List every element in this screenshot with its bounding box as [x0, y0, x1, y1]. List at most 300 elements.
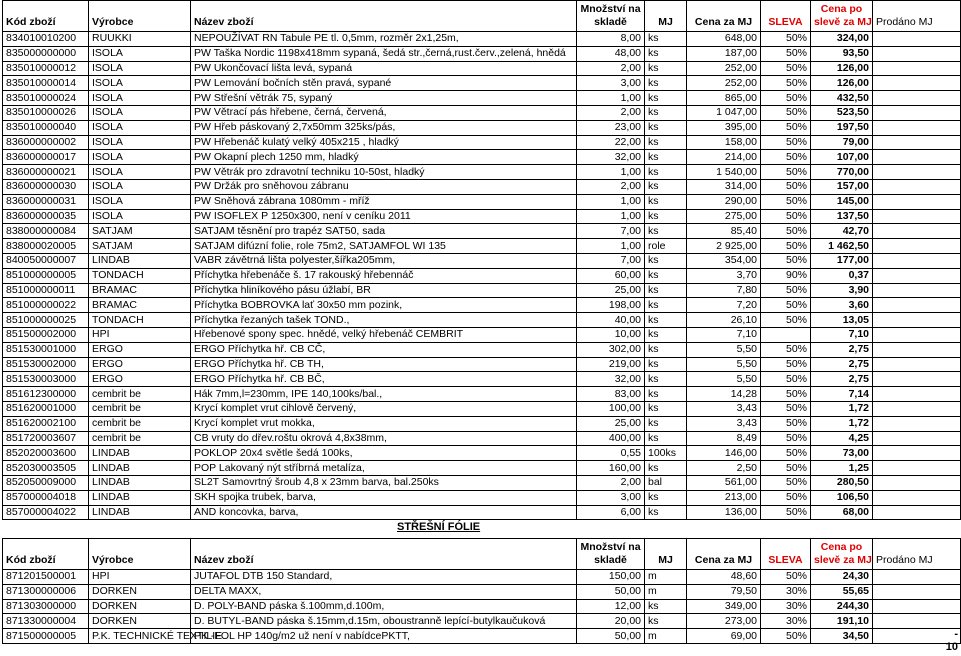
item-qty: 50,00 [577, 629, 645, 644]
item-qty: 100,00 [577, 401, 645, 416]
table-row [3, 431, 961, 446]
item-qty: 3,00 [577, 490, 645, 505]
item-maker: DORKEN [89, 614, 191, 629]
item-code: 851530003000 [3, 372, 89, 387]
item-unit: ks [645, 461, 687, 476]
item-code: 851612300000 [3, 387, 89, 402]
item-unit: ks [645, 416, 687, 431]
item-name: CB vruty do dřev.roštu okrová 4,8x38mm, [191, 431, 577, 446]
item-maker: ISOLA [89, 165, 191, 180]
item-price-after: 2,75 [811, 342, 873, 357]
item-maker: ISOLA [89, 91, 191, 106]
item-discount: 50% [761, 372, 811, 387]
item-maker: LINDAB [89, 475, 191, 490]
item-code: 835010000024 [3, 91, 89, 106]
item-qty: 40,00 [577, 313, 645, 328]
header-sold: Prodáno MJ [873, 539, 961, 570]
header-qty: Množství na skladě [577, 1, 645, 32]
item-maker: cembrit be [89, 401, 191, 416]
item-sold [873, 61, 961, 76]
item-name: Krycí komplet vrut mokka, [191, 416, 577, 431]
item-unit: ks [645, 431, 687, 446]
item-unit: ks [645, 76, 687, 91]
item-code: 835000000000 [3, 46, 89, 61]
item-sold [873, 401, 961, 416]
item-price: 3,70 [687, 268, 761, 283]
item-name: JUTAFOL DTB 150 Standard, [191, 570, 577, 585]
item-code: 871201500001 [3, 570, 89, 585]
item-price-after: 2,75 [811, 357, 873, 372]
item-code: 835010000026 [3, 105, 89, 120]
item-discount: 50% [761, 76, 811, 91]
table-row [3, 165, 961, 180]
item-maker: ISOLA [89, 179, 191, 194]
item-unit: ks [645, 490, 687, 505]
item-name: ERGO Příchytka hř. CB CČ, [191, 342, 577, 357]
item-price-after: 280,50 [811, 475, 873, 490]
item-discount: 50% [761, 357, 811, 372]
item-maker: ISOLA [89, 150, 191, 165]
item-discount: 50% [761, 342, 811, 357]
item-discount: 50% [761, 105, 811, 120]
item-unit: ks [645, 61, 687, 76]
item-qty: 160,00 [577, 461, 645, 476]
item-price-after: 157,00 [811, 179, 873, 194]
item-maker: RUUKKI [89, 32, 191, 47]
table-row [3, 283, 961, 298]
item-price: 26,10 [687, 313, 761, 328]
header-price: Cena za MJ [687, 539, 761, 570]
table-row [3, 32, 961, 47]
item-code: 836000000017 [3, 150, 89, 165]
item-price-after: 107,00 [811, 150, 873, 165]
item-discount: 50% [761, 46, 811, 61]
item-price: 354,00 [687, 253, 761, 268]
item-price-after: 3,90 [811, 283, 873, 298]
item-unit: ks [645, 135, 687, 150]
item-qty: 48,00 [577, 46, 645, 61]
item-maker: cembrit be [89, 431, 191, 446]
item-code: 851000000022 [3, 298, 89, 313]
item-price: 79,50 [687, 584, 761, 599]
item-unit: 100ks [645, 446, 687, 461]
item-sold [873, 475, 961, 490]
item-sold [873, 150, 961, 165]
table-row [3, 629, 961, 644]
item-discount: 50% [761, 401, 811, 416]
item-qty: 25,00 [577, 283, 645, 298]
item-qty: 2,00 [577, 105, 645, 120]
item-price: 648,00 [687, 32, 761, 47]
item-discount: 50% [761, 431, 811, 446]
item-price: 252,00 [687, 61, 761, 76]
item-code: 851000000005 [3, 268, 89, 283]
item-name: PW ISOFLEX P 1250x300, není v ceníku 2011 [191, 209, 577, 224]
table-row [3, 387, 961, 402]
item-name: PW Držák pro sněhovou zábranu [191, 179, 577, 194]
item-unit: ks [645, 194, 687, 209]
item-price: 7,80 [687, 283, 761, 298]
item-sold [873, 76, 961, 91]
item-discount: 50% [761, 313, 811, 328]
table-row [3, 298, 961, 313]
item-price-after: 770,00 [811, 165, 873, 180]
table-row [3, 614, 961, 629]
item-sold [873, 490, 961, 505]
item-name: PW Střešní větrák 75, sypaný [191, 91, 577, 106]
item-unit: ks [645, 313, 687, 328]
item-name: PW Hřebenáč kulatý velký 405x215 , hladký [191, 135, 577, 150]
item-price-after: 197,50 [811, 120, 873, 135]
item-name: D. POLY-BAND páska š.100mm,d.100m, [191, 599, 577, 614]
item-price: 252,00 [687, 76, 761, 91]
item-sold [873, 505, 961, 520]
item-name: NEPOUŽÍVAT RN Tabule PE tl. 0,5mm, rozměr 2x1,25m, [191, 32, 577, 47]
foil-table [2, 538, 961, 644]
item-unit: ks [645, 298, 687, 313]
item-name: PW Větrací pás hřebene, černá, červená, [191, 105, 577, 120]
item-unit: ks [645, 209, 687, 224]
table-row [3, 253, 961, 268]
item-qty: 83,00 [577, 387, 645, 402]
item-price: 48,60 [687, 570, 761, 585]
item-sold [873, 268, 961, 283]
item-discount: 50% [761, 179, 811, 194]
item-price-after: 4,25 [811, 431, 873, 446]
item-sold [873, 91, 961, 106]
item-price: 214,00 [687, 150, 761, 165]
item-maker: BRAMAC [89, 283, 191, 298]
item-name: Příchytka řezaných tašek TOND., [191, 313, 577, 328]
item-name: PW Taška Nordic 1198x418mm sypaná, šedá str.,černá,rust.červ.,zelená, hnědá [191, 46, 577, 61]
item-sold [873, 372, 961, 387]
item-name: SKH spojka trubek, barva, [191, 490, 577, 505]
item-maker: ISOLA [89, 209, 191, 224]
item-qty: 219,00 [577, 357, 645, 372]
item-price: 1 540,00 [687, 165, 761, 180]
item-discount: 50% [761, 120, 811, 135]
table-row [3, 357, 961, 372]
item-unit: ks [645, 357, 687, 372]
item-price-after: 432,50 [811, 91, 873, 106]
item-sold [873, 283, 961, 298]
table-row [3, 584, 961, 599]
item-price: 7,10 [687, 327, 761, 342]
item-maker: ISOLA [89, 76, 191, 91]
item-price-after: 126,00 [811, 76, 873, 91]
item-name: Krycí komplet vrut cihlově červený, [191, 401, 577, 416]
item-discount: 50% [761, 461, 811, 476]
table-row [3, 179, 961, 194]
item-qty: 7,00 [577, 253, 645, 268]
item-name: PW Okapní plech 1250 mm, hladký [191, 150, 577, 165]
item-price: 5,50 [687, 342, 761, 357]
item-discount: 50% [761, 629, 811, 644]
header-discount: SLEVA [761, 539, 811, 570]
item-maker: BRAMAC [89, 298, 191, 313]
item-maker: HPI [89, 327, 191, 342]
item-maker: DORKEN [89, 584, 191, 599]
item-price: 69,00 [687, 629, 761, 644]
item-discount: 90% [761, 268, 811, 283]
item-maker: ISOLA [89, 135, 191, 150]
stock-table [2, 0, 961, 520]
table-row [3, 401, 961, 416]
item-price: 136,00 [687, 505, 761, 520]
item-discount: 50% [761, 32, 811, 47]
header-qty: Množství na skladě [577, 539, 645, 570]
item-code: 840050000007 [3, 253, 89, 268]
header-maker: Výrobce [89, 539, 191, 570]
item-discount: 50% [761, 283, 811, 298]
item-discount [761, 327, 811, 342]
item-price: 187,00 [687, 46, 761, 61]
item-discount: 50% [761, 239, 811, 254]
item-code: 836000000035 [3, 209, 89, 224]
item-name: ERGO Příchytka hř. CB TH, [191, 357, 577, 372]
item-code: 851530002000 [3, 357, 89, 372]
header-after: Cena po slevě za MJ [811, 539, 873, 570]
item-sold [873, 253, 961, 268]
item-price: 7,20 [687, 298, 761, 313]
item-maker: TONDACH [89, 268, 191, 283]
item-price: 5,50 [687, 357, 761, 372]
item-price: 146,00 [687, 446, 761, 461]
item-price-after: 145,00 [811, 194, 873, 209]
item-qty: 1,00 [577, 194, 645, 209]
item-price: 273,00 [687, 614, 761, 629]
item-price-after: 523,50 [811, 105, 873, 120]
item-price-after: 13,05 [811, 313, 873, 328]
item-qty: 0,55 [577, 446, 645, 461]
item-qty: 7,00 [577, 224, 645, 239]
table-row [3, 327, 961, 342]
table-row [3, 268, 961, 283]
item-price: 8,49 [687, 431, 761, 446]
item-qty: 20,00 [577, 614, 645, 629]
item-maker: ERGO [89, 357, 191, 372]
item-code: 835010000040 [3, 120, 89, 135]
item-qty: 198,00 [577, 298, 645, 313]
item-price: 865,00 [687, 91, 761, 106]
item-sold [873, 32, 961, 47]
item-sold [873, 179, 961, 194]
item-price: 2 925,00 [687, 239, 761, 254]
item-maker: ISOLA [89, 120, 191, 135]
table-header [3, 539, 961, 570]
table-row [3, 372, 961, 387]
item-price: 14,28 [687, 387, 761, 402]
table-row [3, 490, 961, 505]
item-sold [873, 165, 961, 180]
item-unit: m [645, 570, 687, 585]
item-name: POKLOP 20x4 světle šedá 100ks, [191, 446, 577, 461]
item-unit: ks [645, 614, 687, 629]
item-price-after: 1,72 [811, 401, 873, 416]
item-sold [873, 105, 961, 120]
item-code: 852020003600 [3, 446, 89, 461]
item-name: Hřebenové spony spec. hnědé, velký hřebenáč CEMBRIT [191, 327, 577, 342]
item-price-after: 244,30 [811, 599, 873, 614]
item-code: 871330000004 [3, 614, 89, 629]
item-price-after: 177,00 [811, 253, 873, 268]
item-name: ERGO Příchytka hř. CB BČ, [191, 372, 577, 387]
table-row [3, 61, 961, 76]
item-sold [873, 224, 961, 239]
item-qty: 32,00 [577, 150, 645, 165]
item-code: 871300000006 [3, 584, 89, 599]
item-maker: LINDAB [89, 253, 191, 268]
item-unit: role [645, 239, 687, 254]
item-price-after: 79,00 [811, 135, 873, 150]
item-code: 851000000025 [3, 313, 89, 328]
item-maker: LINDAB [89, 505, 191, 520]
item-maker: SATJAM [89, 239, 191, 254]
item-sold [873, 120, 961, 135]
item-price-after: 73,00 [811, 446, 873, 461]
item-price: 314,00 [687, 179, 761, 194]
item-maker: ERGO [89, 342, 191, 357]
item-qty: 400,00 [577, 431, 645, 446]
item-qty: 32,00 [577, 372, 645, 387]
item-maker: SATJAM [89, 224, 191, 239]
item-sold [873, 431, 961, 446]
item-name: PK -FOL HP 140g/m2 už není v nabídcePKTT, [191, 629, 577, 644]
table-row [3, 194, 961, 209]
table-row [3, 120, 961, 135]
item-price-after: 324,00 [811, 32, 873, 47]
item-code: 857000004022 [3, 505, 89, 520]
item-code: 836000000021 [3, 165, 89, 180]
item-sold [873, 327, 961, 342]
item-discount: 50% [761, 446, 811, 461]
item-name: PW Lemování bočních stěn pravá, sypané [191, 76, 577, 91]
item-price: 349,00 [687, 599, 761, 614]
table-row [3, 105, 961, 120]
item-sold [873, 209, 961, 224]
item-discount: 30% [761, 584, 811, 599]
item-maker: LINDAB [89, 490, 191, 505]
header-mj: MJ [645, 1, 687, 32]
item-price: 158,00 [687, 135, 761, 150]
item-unit: ks [645, 283, 687, 298]
item-name: PW Ukončovací lišta levá, sypaná [191, 61, 577, 76]
item-maker: TONDACH [89, 313, 191, 328]
item-price-after: 1,72 [811, 416, 873, 431]
table-row [3, 461, 961, 476]
item-price-after: 24,30 [811, 570, 873, 585]
item-qty: 1,00 [577, 91, 645, 106]
item-price-after: 7,14 [811, 387, 873, 402]
item-sold [873, 313, 961, 328]
item-code: 836000000030 [3, 179, 89, 194]
item-qty: 6,00 [577, 505, 645, 520]
section-title: STŘEŠNÍ FÓLIE [397, 521, 481, 533]
item-price-after: 0,37 [811, 268, 873, 283]
item-sold [873, 614, 961, 629]
item-discount: 50% [761, 298, 811, 313]
item-unit: bal [645, 475, 687, 490]
item-name: SATJAM těsnění pro trapéz SAT50, sada [191, 224, 577, 239]
item-unit: ks [645, 224, 687, 239]
item-qty: 50,00 [577, 584, 645, 599]
item-qty: 8,00 [577, 32, 645, 47]
item-discount: 50% [761, 505, 811, 520]
item-code: 851720003607 [3, 431, 89, 446]
item-unit: m [645, 629, 687, 644]
item-discount: 50% [761, 61, 811, 76]
item-price-after: 137,50 [811, 209, 873, 224]
item-code: 871303000000 [3, 599, 89, 614]
item-unit: ks [645, 105, 687, 120]
item-discount: 50% [761, 91, 811, 106]
item-discount: 50% [761, 224, 811, 239]
item-unit: ks [645, 32, 687, 47]
item-unit: ks [645, 342, 687, 357]
item-unit: ks [645, 599, 687, 614]
item-sold [873, 416, 961, 431]
item-price: 1 047,00 [687, 105, 761, 120]
item-name: D. BUTYL-BAND páska š.15mm,d.15m, oboustranně lepící-butylkaučuková [191, 614, 577, 629]
item-name: Příchytka hřebenáče š. 17 rakouský hřebennáč [191, 268, 577, 283]
item-maker: P.K. TECHNICKÉ TEXTILIE [89, 629, 191, 644]
item-sold [873, 239, 961, 254]
item-name: SATJAM difúzní folie, role 75m2, SATJAMFOL WI 135 [191, 239, 577, 254]
item-code: 838000000084 [3, 224, 89, 239]
item-price: 3,43 [687, 416, 761, 431]
item-discount: 50% [761, 165, 811, 180]
item-qty: 150,00 [577, 570, 645, 585]
item-code: 851620001000 [3, 401, 89, 416]
item-code: 851530001000 [3, 342, 89, 357]
table-row [3, 342, 961, 357]
item-sold [873, 194, 961, 209]
item-sold [873, 46, 961, 61]
header-maker: Výrobce [89, 1, 191, 32]
item-name: AND koncovka, barva, [191, 505, 577, 520]
header-mj: MJ [645, 539, 687, 570]
header-name: Název zboží [191, 539, 577, 570]
item-unit: ks [645, 91, 687, 106]
item-code: 851500002000 [3, 327, 89, 342]
item-qty: 2,00 [577, 179, 645, 194]
table-row [3, 599, 961, 614]
item-unit: ks [645, 372, 687, 387]
page-number: - 10 [945, 628, 958, 653]
item-name: Hák 7mm,l=230mm, IPE 140,100ks/bal., [191, 387, 577, 402]
item-code: 836000000002 [3, 135, 89, 150]
item-price-after: 126,00 [811, 61, 873, 76]
item-unit: ks [645, 387, 687, 402]
item-code: 871500000005 [3, 629, 89, 644]
item-qty: 60,00 [577, 268, 645, 283]
item-price: 561,00 [687, 475, 761, 490]
item-discount: 50% [761, 253, 811, 268]
table-row [3, 570, 961, 585]
item-unit: ks [645, 268, 687, 283]
table-row [3, 209, 961, 224]
item-discount: 50% [761, 194, 811, 209]
item-maker: LINDAB [89, 461, 191, 476]
item-maker: ISOLA [89, 105, 191, 120]
item-price-after: 191,10 [811, 614, 873, 629]
item-name: Příchytka hliníkového pásu úžlabí, BR [191, 283, 577, 298]
item-price-after: 93,50 [811, 46, 873, 61]
item-price: 213,00 [687, 490, 761, 505]
item-discount: 50% [761, 150, 811, 165]
item-qty: 302,00 [577, 342, 645, 357]
item-price-after: 2,75 [811, 372, 873, 387]
